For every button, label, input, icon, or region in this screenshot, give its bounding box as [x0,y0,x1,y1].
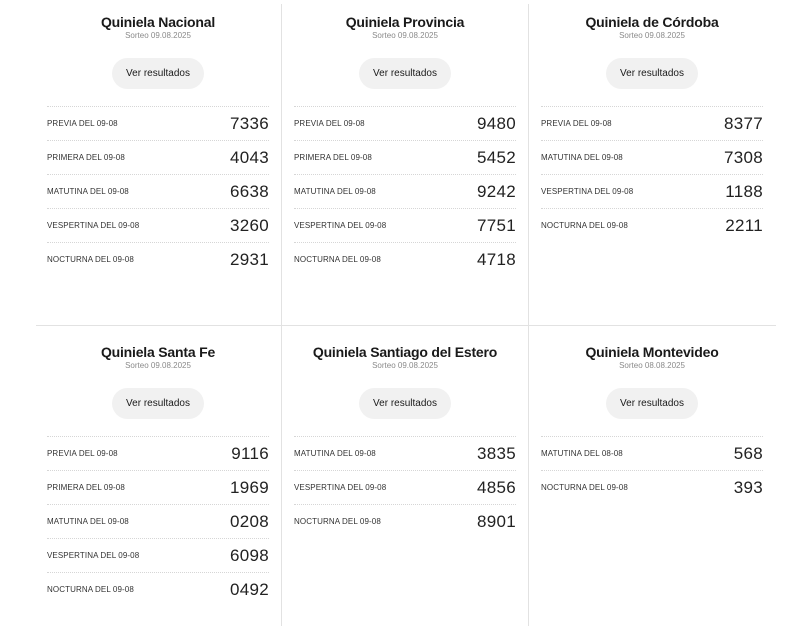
draw-label: MATUTINA DEL 08-08 [541,449,623,458]
card-quiniela-santiago-del-estero [282,330,528,538]
winning-number: 2211 [725,215,763,235]
results-list [294,436,516,538]
winning-number: 4043 [229,147,269,167]
ver-resultados-button[interactable]: Ver resultados [359,58,451,89]
draw-date: Sorteo 09.08.2025 [619,31,685,40]
draw-date: Sorteo 09.08.2025 [372,31,438,40]
ver-resultados-button[interactable]: Ver resultados [359,388,451,419]
results-list [294,106,516,276]
result-row [47,573,269,606]
winning-number: 393 [733,477,763,497]
draw-date: Sorteo 09.08.2025 [372,361,438,370]
draw-label: NOCTURNA DEL 09-08 [541,221,628,230]
result-row [541,107,763,141]
card-quiniela-santa-fe [35,330,281,606]
result-row [294,209,516,243]
draw-label: MATUTINA DEL 09-08 [541,153,623,162]
draw-label: VESPERTINA DEL 09-08 [294,483,387,492]
draw-label: PREVIA DEL 09-08 [541,119,612,128]
result-row [47,505,269,539]
draw-label: NOCTURNA DEL 09-08 [294,517,381,526]
result-row [541,437,763,471]
draw-label: PRIMERA DEL 09-08 [294,153,372,162]
draw-label: VESPERTINA DEL 09-08 [47,551,140,560]
draw-label: MATUTINA DEL 09-08 [294,449,376,458]
result-row [47,141,269,175]
ver-resultados-button[interactable]: Ver resultados [112,58,204,89]
results-list [541,106,763,242]
draw-date: Sorteo 08.08.2025 [619,361,685,370]
winning-number: 5452 [476,147,516,167]
result-row [294,471,516,505]
winning-number: 4718 [476,249,516,269]
draw-label: MATUTINA DEL 09-08 [47,187,129,196]
winning-number: 8901 [476,511,516,531]
result-row [541,175,763,209]
winning-number: 1969 [229,477,269,497]
results-list [47,106,269,276]
card-quiniela-montevideo [529,330,775,504]
draw-label: VESPERTINA DEL 09-08 [541,187,634,196]
winning-number: 568 [733,443,763,463]
winning-number: 2931 [229,249,269,269]
draw-label: VESPERTINA DEL 09-08 [47,221,140,230]
draw-label: PRIMERA DEL 09-08 [47,153,125,162]
draw-label: MATUTINA DEL 09-08 [294,187,376,196]
draw-label: PREVIA DEL 09-08 [47,119,118,128]
result-row [294,505,516,538]
card-title: Quiniela Provincia [345,14,465,30]
winning-number: 9242 [476,181,516,201]
card-quiniela-cordoba [529,0,775,242]
draw-date: Sorteo 09.08.2025 [125,361,191,370]
ver-resultados-button[interactable]: Ver resultados [606,388,698,419]
draw-label: PREVIA DEL 09-08 [294,119,365,128]
result-row [541,141,763,175]
result-row [47,209,269,243]
draw-label: VESPERTINA DEL 09-08 [294,221,387,230]
ver-resultados-button[interactable]: Ver resultados [112,388,204,419]
winning-number: 7751 [476,215,516,235]
result-row [47,243,269,276]
result-row [294,107,516,141]
draw-date: Sorteo 09.08.2025 [125,31,191,40]
card-quiniela-provincia [282,0,528,276]
result-row [47,175,269,209]
winning-number: 3835 [476,443,516,463]
result-row [294,175,516,209]
result-row [47,471,269,505]
winning-number: 4856 [476,477,516,497]
draw-label: NOCTURNA DEL 09-08 [541,483,628,492]
winning-number: 0492 [229,579,269,599]
winning-number: 7308 [723,147,763,167]
result-row [541,471,763,504]
result-row [47,107,269,141]
winning-number: 9116 [231,443,269,463]
card-title: Quiniela Santiago del Estero [312,344,498,360]
winning-number: 3260 [229,215,269,235]
row-divider [36,325,776,326]
result-row [541,209,763,242]
winning-number: 6638 [229,181,269,201]
result-row [294,141,516,175]
draw-label: NOCTURNA DEL 09-08 [47,255,134,264]
draw-label: NOCTURNA DEL 09-08 [47,585,134,594]
card-title: Quiniela Montevideo [585,344,719,360]
result-row [47,437,269,471]
winning-number: 9480 [476,113,516,133]
winning-number: 1188 [725,181,763,201]
draw-label: NOCTURNA DEL 09-08 [294,255,381,264]
draw-label: PRIMERA DEL 09-08 [47,483,125,492]
card-title: Quiniela de Córdoba [585,14,719,30]
card-title: Quiniela Santa Fe [100,344,216,360]
winning-number: 7336 [229,113,269,133]
winning-number: 8377 [723,113,763,133]
draw-label: PREVIA DEL 09-08 [47,449,118,458]
draw-label: MATUTINA DEL 09-08 [47,517,129,526]
card-quiniela-nacional [35,0,281,276]
results-list [47,436,269,606]
winning-number: 6098 [229,545,269,565]
ver-resultados-button[interactable]: Ver resultados [606,58,698,89]
result-row [294,243,516,276]
result-row [294,437,516,471]
card-title: Quiniela Nacional [100,14,216,30]
winning-number: 0208 [229,511,269,531]
results-list [541,436,763,504]
result-row [47,539,269,573]
